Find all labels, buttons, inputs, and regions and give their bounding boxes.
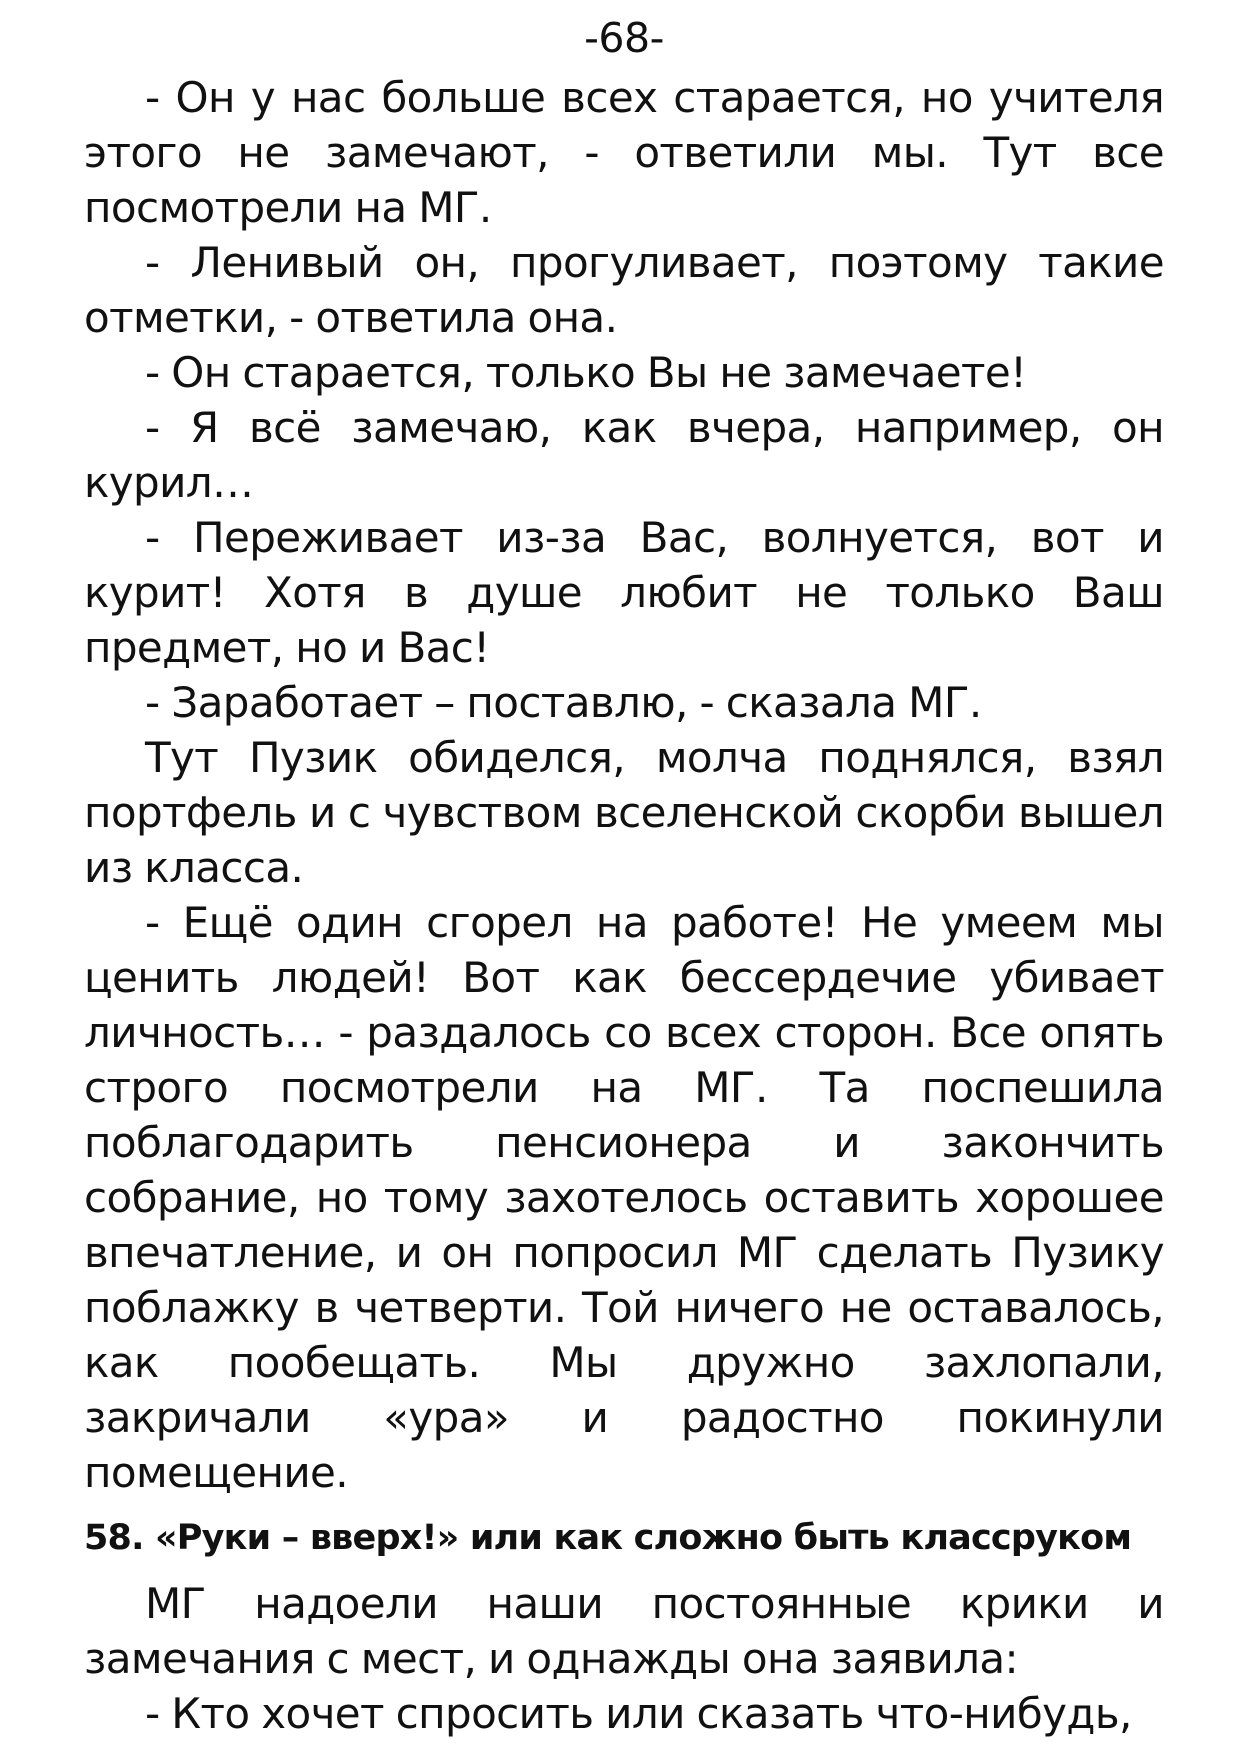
page-number: -68-	[584, 14, 664, 62]
paragraph: - Он старается, только Вы не замечаете!	[145, 348, 1027, 397]
paragraph: - Заработает – поставлю, - сказала МГ.	[145, 678, 982, 727]
paragraph: - Кто хочет спросить или сказать что-нибудь,	[145, 1689, 1132, 1738]
paragraph: Тут Пузик обиделся, молча поднялся, взял портфель и с чувством вселенской скорби вышел из класса.	[84, 733, 1164, 892]
paragraph: МГ надоели наши постоянные крики и замечания с мест, и однажды она заявила:	[84, 1579, 1164, 1683]
paragraph: - Ленивый он, прогуливает, поэтому такие отметки, - ответила она.	[84, 238, 1164, 342]
section-heading: 58. «Руки – вверх!» или как сложно быть классруком	[84, 1518, 1132, 1558]
book-page	[84, 8, 1164, 1741]
paragraph: - Ещё один сгорел на работе! Не умеем мы ценить людей! Вот как бессердечие убивает личность… - раздалось со всех сторон. Все опять строго посмотрели на МГ. Та поспешила поблагодарить пенсионера и закончить собрание, но тому захотелось оставить хорошее впечатление, и он попросил МГ сделать Пузику поблажку в четверти. Той ничего не оставалось, как пообещать. Мы дружно захлопали, закричали «ура» и радостно покинули помещение.	[84, 898, 1164, 1497]
paragraph: - Переживает из-за Вас, волнуется, вот и курит! Хотя в душе любит не только Ваш предмет, но и Вас!	[84, 513, 1164, 672]
paragraph: - Я всё замечаю, как вчера, например, он курил…	[84, 403, 1164, 507]
paragraph: - Он у нас больше всех старается, но учителя этого не замечают, - ответили мы. Тут все посмотрели на МГ.	[84, 73, 1164, 232]
